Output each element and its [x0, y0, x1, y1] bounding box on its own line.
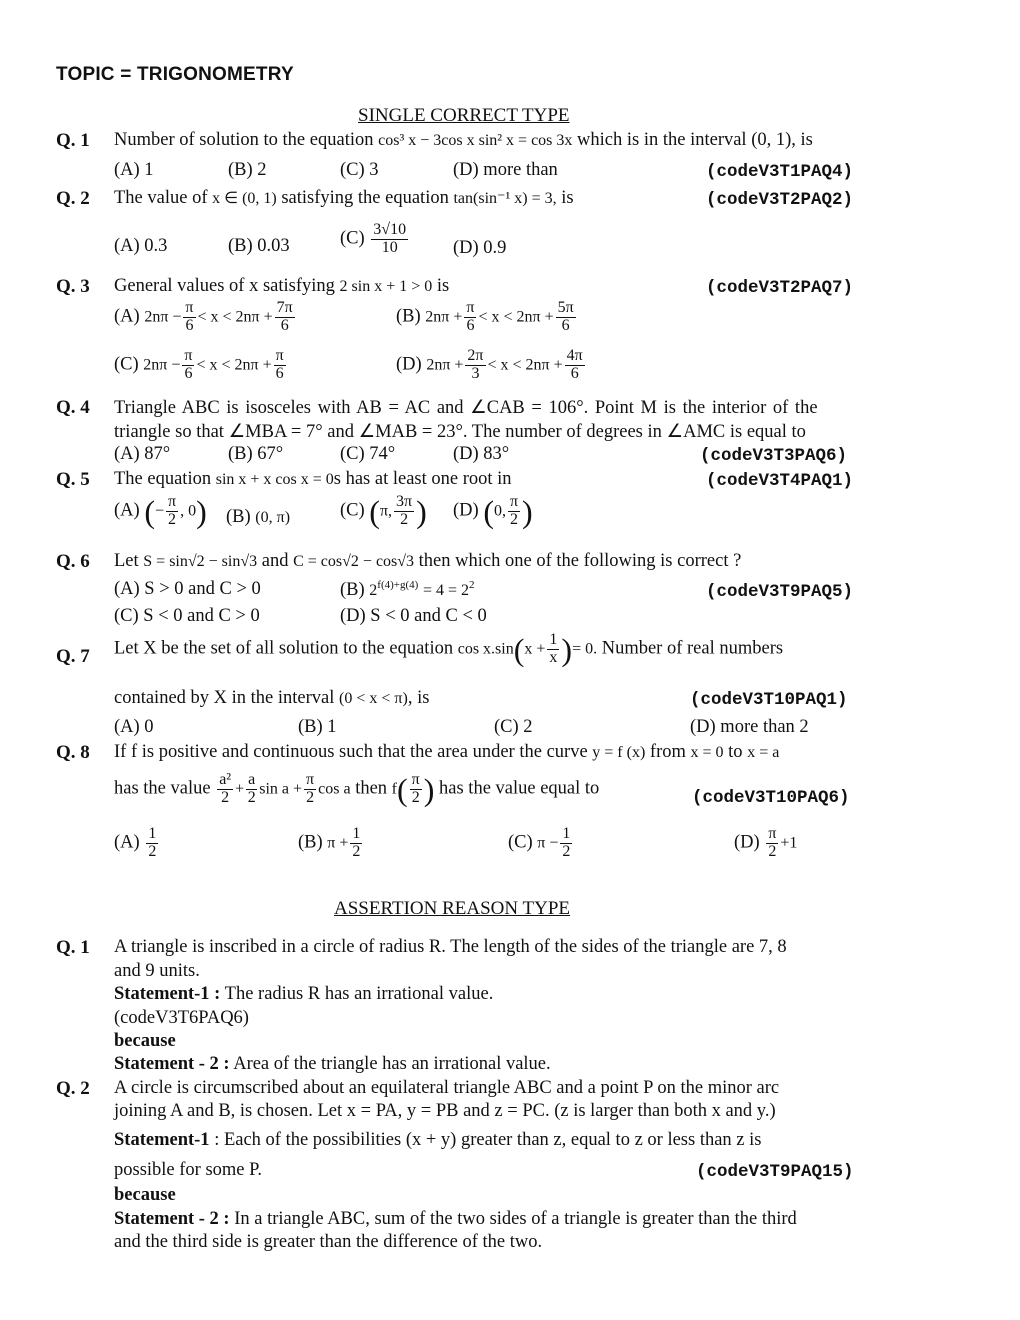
- statement-1: [114, 1130, 761, 1151]
- question-text-line2: [114, 688, 429, 709]
- option-label: (A): [114, 306, 140, 327]
- option-d[interactable]: (D) (0, $\frac{\pi}{2}$ ): [453, 493, 533, 530]
- option-c[interactable]: [508, 826, 574, 861]
- fraction-numerator: 5π: [557, 299, 574, 316]
- question-code: (codeV3T1PAQ4): [706, 162, 854, 182]
- math-expression: 2: [369, 582, 378, 600]
- text: then which one of the following is correct ?: [418, 551, 742, 571]
- math-expression: 2 sin x + 1 > 0: [339, 278, 433, 295]
- question-code: (codeV3T3PAQ6): [700, 446, 848, 466]
- fraction-denominator: 10: [381, 238, 398, 256]
- fraction-denominator: 2: [562, 842, 571, 860]
- math-expression: (0, π): [255, 509, 291, 526]
- fraction-denominator: 2: [168, 510, 177, 528]
- math-expression: +: [235, 780, 245, 798]
- option-a[interactable]: (A) 0.3: [114, 236, 168, 256]
- question-code: (codeV3T9PAQ15): [696, 1162, 854, 1182]
- fraction-denominator: 2: [411, 788, 420, 806]
- fraction-numerator: π: [275, 347, 284, 364]
- question-text: A circle is circumscribed about an equilateral triangle ABC and a point P on the minor arc: [114, 1078, 780, 1098]
- question-number: Q. 5: [56, 469, 90, 490]
- text: has the value: [114, 778, 211, 799]
- fraction-denominator: 2: [400, 510, 409, 528]
- text: from: [649, 742, 686, 762]
- math-expression: = 0.: [572, 640, 598, 658]
- fraction-denominator: 2: [247, 788, 256, 806]
- text: is: [436, 276, 450, 296]
- fraction-denominator: 2: [148, 842, 157, 860]
- because-label: because: [114, 1031, 176, 1051]
- question-number: Q. 8: [56, 742, 90, 763]
- question-text: [114, 130, 813, 151]
- math-expression: 2nπ −: [144, 308, 182, 326]
- math-expression: < x < 2nπ +: [197, 308, 273, 326]
- question-text: Let X be the set of all solution to the equation cos x.sin(x + $\frac{1}{x}$ )= 0. Number of real numbers: [114, 631, 784, 668]
- option-label: (A): [114, 832, 140, 853]
- option-b[interactable]: [396, 300, 578, 335]
- fraction-denominator: 3: [471, 364, 480, 382]
- math-expression: 2nπ +: [425, 308, 463, 326]
- exponent: 2: [469, 579, 475, 591]
- question-number: Q. 1: [56, 130, 90, 151]
- text: Number of real numbers: [601, 638, 784, 659]
- math-expression: +1: [780, 834, 798, 852]
- question-text: [114, 469, 512, 490]
- math-expression: = 4 = 2: [422, 582, 469, 600]
- text: Let X be the set of all solution to the equation: [114, 638, 454, 659]
- question-code: (codeV3T9PAQ5): [706, 582, 854, 602]
- math-expression: x ∈ (0, 1): [212, 190, 277, 207]
- because-label: because: [114, 1185, 176, 1205]
- option-a[interactable]: (A) 87°: [114, 444, 171, 464]
- math-expression: −: [154, 502, 164, 520]
- statement-label: Statement - 2 :: [114, 1054, 230, 1074]
- fraction-denominator: 2: [221, 788, 230, 806]
- fraction-numerator: 1: [148, 825, 157, 842]
- option-c[interactable]: [340, 222, 410, 257]
- fraction-numerator: 7π: [276, 299, 293, 316]
- text: has the value equal to: [439, 778, 600, 799]
- text: If f is positive and continuous such that the area under the curve: [114, 742, 588, 762]
- option-d[interactable]: (D) more than: [453, 160, 558, 180]
- math-expression: π,: [379, 502, 393, 520]
- option-c[interactable]: (C) S < 0 and C > 0: [114, 606, 260, 626]
- fraction-numerator: 3√10: [373, 221, 407, 238]
- statement-label: Statement-1: [114, 1130, 210, 1150]
- option-c[interactable]: (C) 3: [340, 160, 379, 180]
- question-number: Q. 4: [56, 397, 90, 418]
- math-expression: 2nπ +: [426, 356, 464, 374]
- question-text-line2: and 9 units.: [114, 961, 200, 981]
- fraction-denominator: 2: [306, 788, 315, 806]
- option-c[interactable]: [114, 348, 288, 383]
- math-expression: y = f (x): [592, 744, 646, 761]
- option-label: (D): [453, 500, 479, 521]
- text: The value of: [114, 188, 208, 208]
- text: , is: [407, 688, 430, 708]
- option-d[interactable]: (D) 83°: [453, 444, 510, 464]
- statement-2: [114, 1054, 551, 1075]
- option-b[interactable]: [226, 507, 290, 528]
- question-text: Triangle ABC is isosceles with AB = AC and ∠CAB = 106°. Point M is the interior of the: [114, 398, 818, 418]
- math-expression: (0, 1): [751, 130, 792, 150]
- question-code: (codeV3T10PAQ1): [690, 690, 848, 710]
- option-a[interactable]: [114, 826, 160, 861]
- option-d[interactable]: (D) 0.9: [453, 238, 507, 258]
- math-expression: cos³ x − 3cos x sin² x = cos 3x: [378, 132, 573, 149]
- option-d[interactable]: [396, 348, 587, 383]
- question-number: Q. 2: [56, 188, 90, 209]
- fraction-numerator: a²: [219, 771, 232, 788]
- math-expression: cos x.sin: [457, 640, 514, 658]
- question-text-line2: triangle so that ∠MBA = 7° and ∠MAB = 23°. The number of degrees in ∠AMC is equal to: [114, 422, 806, 442]
- option-c[interactable]: (C) (π, $\frac{3\pi}{2}$ ): [340, 493, 427, 530]
- statement-1-line2: possible for some P.: [114, 1160, 262, 1180]
- statement-text: : Each of the possibilities (x + y) greater than z, equal to z or less than z is: [214, 1130, 762, 1150]
- question-number: Q. 1: [56, 937, 90, 958]
- option-b[interactable]: (B) 2: [228, 160, 267, 180]
- text: General values of x satisfying: [114, 276, 335, 296]
- math-expression: sin a +: [259, 780, 303, 798]
- statement-2-line2: and the third side is greater than the difference of the two.: [114, 1232, 543, 1252]
- fraction-numerator: π: [466, 299, 475, 316]
- math-expression: f: [391, 780, 397, 798]
- math-expression: 0,: [493, 502, 506, 520]
- option-d[interactable]: (D) S < 0 and C < 0: [340, 606, 487, 626]
- fraction-denominator: 2: [510, 510, 518, 528]
- option-label: (C): [114, 354, 139, 375]
- text: and: [261, 551, 289, 571]
- fraction-numerator: a: [248, 771, 256, 788]
- fraction-numerator: 2π: [467, 347, 484, 364]
- question-text: [114, 188, 574, 209]
- fraction-numerator: π: [168, 493, 177, 510]
- question-code: (codeV3T2PAQ7): [706, 278, 854, 298]
- text: satisfying the equation: [281, 188, 449, 208]
- question-text-line2: has the value $\frac{\text{a²}}{2}$ + $\frac{a}{2}$ sin a + $\frac{\pi}{2}$ cos a then f( $\frac{\pi}{2}$ ) has the value equal to: [114, 771, 600, 808]
- fraction-numerator: 1: [562, 825, 571, 842]
- text: Number of solution to the equation: [114, 130, 374, 150]
- math-expression: cos a: [318, 780, 351, 798]
- fraction-numerator: π: [768, 825, 777, 842]
- option-b[interactable]: (B) 0.03: [228, 236, 290, 256]
- text: s has at least one root in: [333, 469, 512, 489]
- question-number: Q. 3: [56, 276, 90, 297]
- option-b[interactable]: [340, 579, 475, 601]
- fraction-denominator: 6: [275, 364, 284, 382]
- option-label: (C): [340, 228, 365, 249]
- exponent: f(4)+g(4): [377, 579, 419, 591]
- math-expression: x +: [524, 640, 546, 658]
- option-a[interactable]: (A) 0: [114, 717, 154, 737]
- text: which is in the interval: [577, 130, 747, 150]
- option-label: (D): [396, 354, 422, 375]
- fraction-denominator: 2: [768, 842, 777, 860]
- math-expression: < x < 2nπ +: [487, 356, 563, 374]
- option-a[interactable]: (A) S > 0 and C > 0: [114, 579, 261, 599]
- option-label: (A): [114, 500, 140, 521]
- math-expression: < x < 2nπ +: [196, 356, 272, 374]
- option-b[interactable]: [298, 826, 364, 861]
- statement-label: Statement-1 :: [114, 984, 221, 1004]
- fraction-denominator: 6: [184, 364, 193, 382]
- question-text: [114, 742, 779, 763]
- math-expression: 2nπ −: [143, 356, 181, 374]
- option-c[interactable]: (C) 74°: [340, 444, 396, 464]
- question-code: (codeV3T6PAQ6): [114, 1008, 249, 1028]
- statement-text: Area of the triangle has an irrational value.: [233, 1054, 551, 1074]
- fraction-denominator: 6: [570, 364, 579, 382]
- text: , is: [791, 130, 813, 150]
- math-expression: π −: [537, 834, 559, 852]
- option-b[interactable]: (B) 1: [298, 717, 337, 737]
- question-text: [114, 276, 449, 297]
- option-label: (B): [340, 580, 365, 601]
- statement-text: In a triangle ABC, sum of the two sides of a triangle is greater than the third: [234, 1209, 797, 1229]
- option-label: (C): [340, 500, 365, 521]
- statement-label: Statement - 2 :: [114, 1209, 230, 1229]
- math-expression: tan(sin⁻¹ x) = 3,: [453, 190, 557, 207]
- section-assertion-reason: ASSERTION REASON TYPE: [334, 898, 571, 919]
- fraction-numerator: π: [509, 493, 519, 510]
- math-expression: C = cos√2 − cos√3: [293, 553, 415, 570]
- text: then: [355, 778, 388, 799]
- option-label: (C): [508, 832, 533, 853]
- fraction-denominator: 6: [466, 316, 475, 334]
- page-topic: TOPIC = TRIGONOMETRY: [56, 64, 294, 85]
- section-single-correct: SINGLE CORRECT TYPE: [358, 105, 570, 126]
- option-c[interactable]: (C) 2: [494, 717, 533, 737]
- option-label: (B): [298, 832, 323, 853]
- option-label: (B): [396, 306, 421, 327]
- text: contained by X in the interval: [114, 688, 335, 708]
- fraction-numerator: 3π: [396, 493, 413, 510]
- option-a[interactable]: [114, 300, 297, 335]
- fraction-numerator: 4π: [566, 347, 583, 364]
- fraction-denominator: 6: [185, 316, 194, 334]
- question-code: (codeV3T2PAQ2): [706, 190, 854, 210]
- math-expression: π +: [327, 834, 349, 852]
- question-code: (codeV3T4PAQ1): [706, 471, 854, 491]
- statement-1: [114, 984, 493, 1005]
- math-expression: S = sin√2 − sin√3: [143, 553, 258, 570]
- math-expression: x = 0: [690, 744, 724, 761]
- fraction-denominator: 6: [561, 316, 570, 334]
- text: Let: [114, 551, 139, 571]
- text: The equation: [114, 469, 212, 489]
- fraction-denominator: 2: [352, 842, 361, 860]
- text: is: [561, 188, 574, 208]
- fraction-numerator: π: [306, 771, 315, 788]
- fraction-numerator: π: [185, 299, 194, 316]
- option-a[interactable]: (A) 1: [114, 160, 154, 180]
- question-text: A triangle is inscribed in a circle of radius R. The length of the sides of the triangle are 7, 8: [114, 937, 787, 957]
- option-label: (B): [226, 507, 251, 527]
- option-a[interactable]: (A) (− $\frac{\pi}{2}$ , 0): [114, 493, 207, 530]
- option-b[interactable]: (B) 67°: [228, 444, 284, 464]
- fraction-denominator: x: [549, 648, 558, 666]
- question-code: (codeV3T10PAQ6): [692, 788, 850, 808]
- statement-2: [114, 1209, 797, 1230]
- option-d[interactable]: (D) more than 2: [690, 717, 809, 737]
- fraction-numerator: 1: [352, 825, 361, 842]
- fraction-numerator: 1: [549, 631, 558, 648]
- fraction-numerator: π: [184, 347, 193, 364]
- fraction-denominator: 6: [280, 316, 289, 334]
- statement-text: The radius R has an irrational value.: [224, 984, 494, 1004]
- math-expression: sin x + x cos x = 0: [215, 471, 334, 488]
- math-expression: < x < 2nπ +: [478, 308, 554, 326]
- fraction-numerator: π: [411, 771, 420, 788]
- question-text: [114, 551, 741, 572]
- question-number: Q. 2: [56, 1078, 90, 1099]
- option-d[interactable]: [734, 826, 797, 861]
- math-expression: , 0: [180, 502, 197, 520]
- math-expression: x = a: [747, 744, 780, 761]
- option-label: (D): [734, 832, 760, 853]
- text: to: [728, 742, 743, 762]
- math-expression: (0 < x < π): [339, 690, 408, 707]
- question-number: Q. 6: [56, 551, 90, 572]
- question-text-line2: joining A and B, is chosen. Let x = PA, y = PB and z = PC. (z is larger than both x and y.): [114, 1101, 776, 1121]
- question-number: Q. 7: [56, 646, 90, 667]
